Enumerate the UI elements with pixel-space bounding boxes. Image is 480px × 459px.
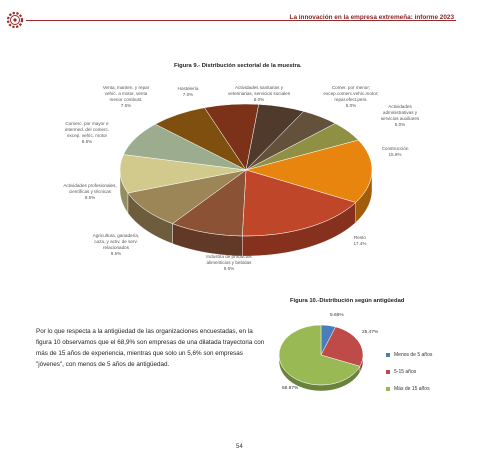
pct-mas-15: 68.87% [282,386,299,391]
body-paragraph: Por lo que respecta a la antigüedad de las organizaciones encuestadas, en la figura 10 observamos que el 68,9% son empresas de una dilatada trayectoria con más de 15 años de experiencia, mientras que solo un 5,6% son empresas "jóvenes", con menos de 5 años de antigüedad. [36,328,265,368]
label-construccion: Construcción 15.8% [381,146,409,157]
label-comer-menor: Comer. por menor; excep.comerc.vehíc.motor; repar.efect.pers. 5.0% [323,85,379,108]
pct-5-15: 25.47% [362,330,379,335]
page-number: 54 [236,444,243,450]
legend-item-mas-15 [386,386,430,392]
legend-item-5-15 [386,369,416,375]
header-title: La innovación en la empresa extremeña: informe 2023 [289,14,454,21]
label-comerc-mayor: Comerc. por mayor e intermed. del comerc. excep. vehíc. motor 8.5% [64,121,110,144]
legend-swatch [386,370,390,374]
label-venta: Venta, manten. y repar vehíc. a motor, venta menor combust. 7.5% [102,85,150,108]
label-hosteleria: Hostelería 7.0% [177,86,199,97]
legend-item-menos-5 [386,352,432,358]
legend-swatch [386,387,390,391]
label-agricultura: Agricultura, ganadería, caza, y activ. de serv. relacionados 9.5% [92,233,140,256]
figure9-title: Figura 9.- Distribución sectorial de la muestra. [174,63,302,69]
legend-label: 5-15 años [394,369,417,375]
label-resto: Resto 17.4% [353,235,367,246]
label-sanitarias: Actividades sanitarias y veterinarias, servicios sociales 6.0% [227,85,291,102]
legend-swatch [386,353,390,357]
label-administrativas: Actividades administrativas y servicios auxiliares 5.0% [380,104,420,127]
pct-menos-5: 5.66% [330,313,344,318]
label-industria: Industria de productos alimenticios y bebidas 9.5% [206,254,252,271]
legend-label: Menos de 5 años [394,352,433,358]
legend-label: Más de 15 años [394,386,430,392]
label-profesionales: Actividades profesionales, científicas y técnicas 9.5% [63,183,117,200]
figure10-title: Figura 10.-Distribución según antigüedad [290,298,405,304]
